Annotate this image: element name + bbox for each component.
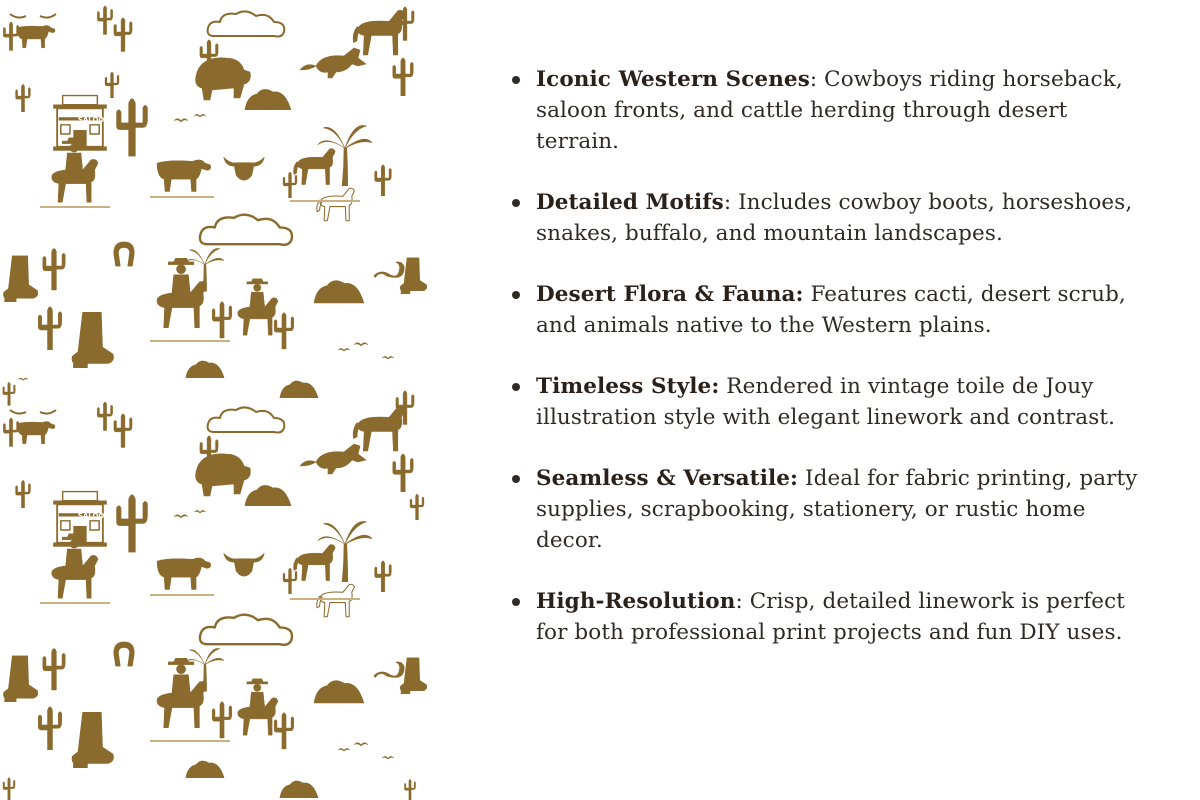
cactus-icon [3, 777, 15, 800]
cowboy-rider-icon [157, 658, 207, 727]
boot-icon [3, 256, 37, 302]
horse-icon [317, 584, 355, 616]
feature-title: High-Resolution [536, 589, 736, 614]
cactus-icon [393, 58, 414, 96]
cactus-icon [274, 713, 294, 749]
cactus-icon [97, 402, 112, 431]
cactus-icon [283, 172, 297, 198]
cloud-icon [200, 215, 292, 245]
cloud-icon [208, 407, 285, 432]
feature-text: : Crisp, detailed linework is perfect for both professional print projects and fun DIY uses. [536, 589, 1125, 645]
horseshoe-icon [114, 242, 135, 266]
boot-icon [400, 658, 427, 694]
cactus-icon [3, 382, 16, 405]
bird-icon [338, 348, 350, 351]
rock-icon [280, 781, 318, 798]
cactus-icon [16, 84, 31, 112]
cactus-icon [274, 313, 294, 349]
boot-icon [3, 656, 37, 702]
bird-icon [174, 119, 188, 123]
rock-icon [186, 361, 224, 378]
feature-text: Rendered in vintage toile de Jouy illustration style with elegant linework and contrast. [536, 374, 1116, 430]
feature-text: Features cacti, desert scrub, and animals native to the Western plains. [536, 282, 1126, 338]
bird-icon [194, 510, 206, 513]
feature-title: Timeless Style: [536, 374, 720, 399]
feature-title: Desert Flora & Fauna: [536, 282, 804, 307]
cactus-icon [43, 648, 65, 690]
cactus-icon [43, 248, 65, 290]
feature-text: Ideal for fabric printing, party supplies, scrapbooking, stationery, or rustic home decor. [536, 466, 1138, 553]
fox-icon [300, 444, 366, 474]
feature-item [512, 586, 1140, 648]
cactus-icon [16, 480, 31, 508]
bison-icon [196, 454, 251, 496]
cactus-icon [105, 72, 119, 98]
bullet-icon [512, 76, 520, 84]
rock-icon [245, 485, 291, 506]
bison-icon [196, 58, 251, 100]
rock-icon [280, 381, 318, 398]
feature-item [512, 187, 1140, 249]
cloud-icon [208, 11, 285, 36]
western-toile-pattern [0, 0, 428, 800]
cactus-icon [393, 454, 414, 492]
feature-text: : Includes cowboy boots, horseshoes, snakes, buffalo, and mountain landscapes. [536, 190, 1133, 246]
bird-icon [18, 378, 28, 381]
cactus-icon [114, 414, 132, 448]
fox-icon [300, 48, 366, 78]
bird-icon [174, 515, 188, 519]
cow-icon [157, 160, 211, 192]
bullet-icon [512, 383, 520, 391]
boot-icon [72, 712, 113, 768]
horseshoe-icon [114, 642, 135, 666]
bird-icon [338, 748, 350, 751]
boot-icon [400, 258, 427, 294]
rock-icon [314, 281, 364, 303]
rock-icon [314, 681, 364, 703]
cow-skull-icon [224, 157, 264, 180]
rock-icon [245, 89, 291, 110]
cactus-icon [97, 6, 112, 35]
cactus-icon [3, 22, 18, 51]
cactus-icon [114, 18, 132, 52]
feature-item [512, 371, 1140, 433]
feature-item [512, 463, 1140, 556]
bird-icon [194, 114, 206, 117]
bird-icon [354, 343, 368, 347]
feature-item [512, 64, 1140, 157]
cactus-icon [117, 99, 148, 156]
cactus-icon [38, 707, 61, 750]
bullet-icon [512, 475, 520, 483]
horse-icon [294, 545, 336, 581]
cactus-icon [212, 702, 232, 738]
feature-description-panel [428, 0, 1200, 800]
bullet-icon [512, 199, 520, 207]
pattern-illustration [0, 0, 428, 800]
horse-icon [353, 406, 405, 451]
feature-title: Detailed Motifs [536, 190, 724, 215]
cowboy-rider-icon [238, 279, 278, 335]
snake-icon [374, 662, 405, 678]
cowboy-rider-icon [157, 258, 207, 327]
cactus-icon [375, 165, 392, 196]
rock-icon [186, 761, 224, 778]
cow-icon [157, 558, 211, 590]
boot-icon [72, 312, 113, 368]
bird-icon [382, 356, 394, 359]
cow-skull-icon [224, 553, 264, 576]
snake-icon [374, 262, 405, 278]
cactus-icon [404, 779, 415, 800]
saloon-sign: SALOON [77, 512, 111, 520]
saloon-sign: SALOON [77, 116, 111, 124]
cactus-icon [283, 568, 297, 594]
cloud-icon [200, 615, 292, 645]
feature-text: : Cowboys riding horseback, saloon fronts, and cattle herding through desert terrain. [536, 67, 1123, 154]
cactus-icon [410, 494, 424, 520]
bullet-icon [512, 291, 520, 299]
feature-title: Iconic Western Scenes [536, 67, 810, 92]
feature-item [512, 279, 1140, 341]
feature-list [512, 64, 1140, 648]
cactus-icon [38, 307, 61, 350]
bullet-icon [512, 598, 520, 606]
cactus-icon [3, 418, 18, 447]
horse-icon [317, 188, 355, 220]
cactus-icon [117, 495, 148, 552]
bird-icon [354, 743, 368, 747]
cactus-icon [375, 561, 392, 592]
feature-title: Seamless & Versatile: [536, 466, 799, 491]
cactus-icon [212, 302, 232, 338]
cowboy-rider-icon [238, 679, 278, 735]
horse-icon [294, 149, 336, 185]
bird-icon [382, 756, 394, 759]
